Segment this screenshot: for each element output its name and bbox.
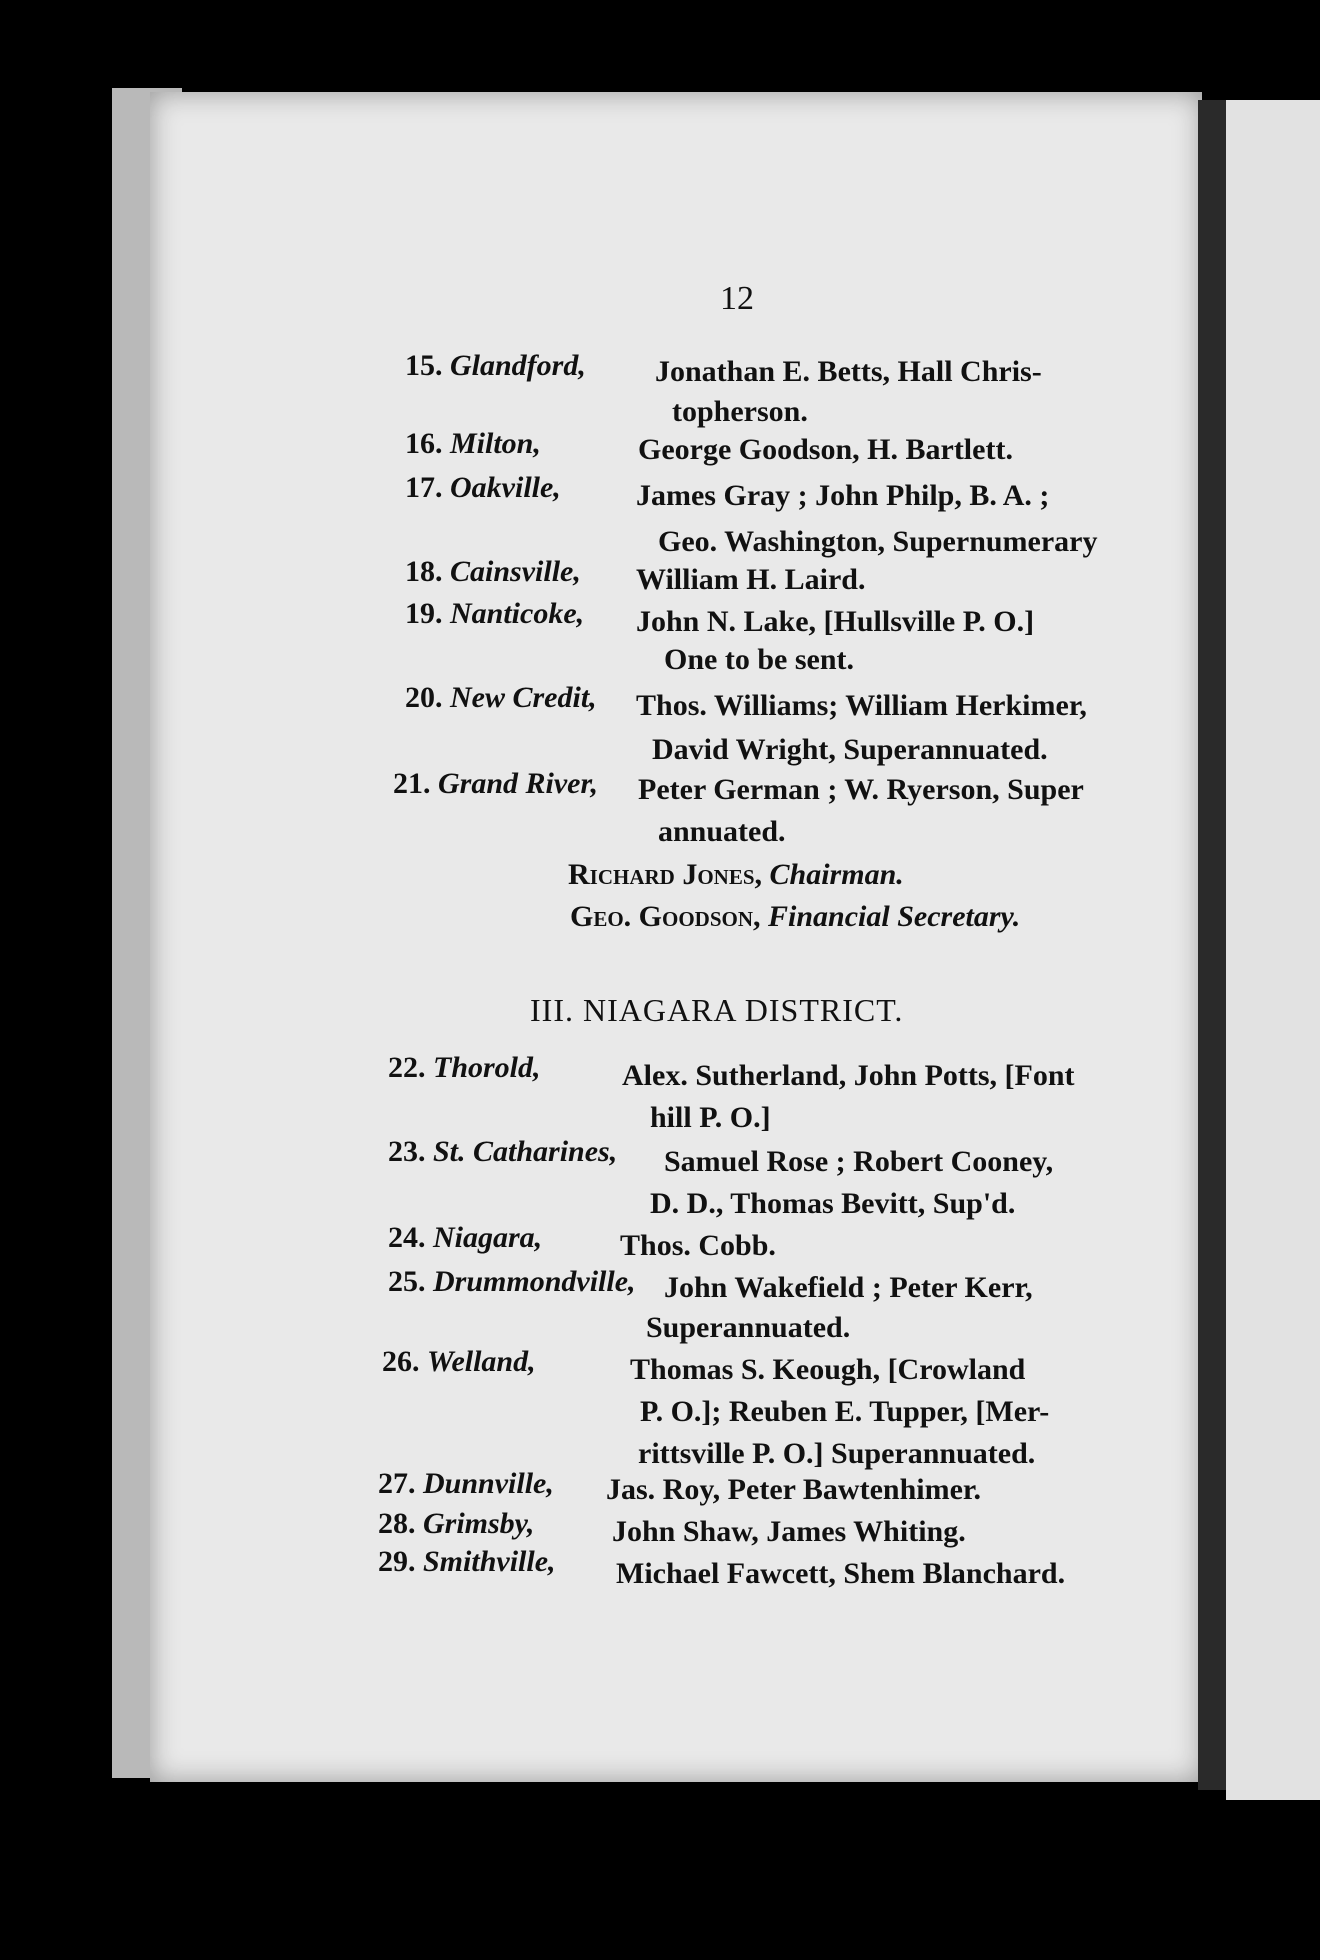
entry-place: Grand River, xyxy=(438,767,599,800)
entry-preachers: Peter German ; W. Ryerson, Super xyxy=(638,773,1084,806)
list-item xyxy=(405,678,597,718)
entry-preachers: Jonathan E. Betts, Hall Chris- xyxy=(655,355,1042,388)
adjacent-page-edge xyxy=(1226,100,1320,1800)
entry-place: St. Catharines, xyxy=(433,1135,618,1168)
entry-preachers: John Wakefield ; Peter Kerr, xyxy=(664,1271,1033,1304)
list-item xyxy=(405,594,584,634)
entry-preachers: Jas. Roy, Peter Bawtenhimer. xyxy=(606,1473,981,1506)
list-item xyxy=(405,468,561,508)
list-item xyxy=(388,1262,636,1302)
entry-preachers: David Wright, Superannuated. xyxy=(652,733,1048,766)
entry-place: Nanticoke, xyxy=(450,597,585,630)
entry-preachers: Samuel Rose ; Robert Cooney, xyxy=(664,1145,1054,1178)
entry-place: Smithville, xyxy=(423,1545,556,1578)
entry-place: New Credit, xyxy=(450,681,597,714)
entry-preachers: hill P. O.] xyxy=(650,1101,771,1134)
entry-preachers: Thos. Cobb. xyxy=(620,1229,776,1262)
entry-preachers: annuated. xyxy=(658,815,786,848)
entry-preachers: Michael Fawcett, Shem Blanchard. xyxy=(616,1557,1066,1590)
list-item xyxy=(393,764,598,804)
signatory-name: Geo. Goodson, xyxy=(570,900,761,933)
entry-preachers: One to be sent. xyxy=(664,643,854,676)
list-item xyxy=(382,1342,536,1382)
section-heading: III. NIAGARA DISTRICT. xyxy=(530,992,904,1028)
entry-preachers: John Shaw, James Whiting. xyxy=(612,1515,966,1548)
entry-number: 27. xyxy=(378,1467,416,1500)
list-item xyxy=(378,1464,554,1504)
entry-preachers: Geo. Washington, Supernumerary xyxy=(658,525,1098,558)
entry-number: 22. xyxy=(388,1051,426,1084)
entry-place: Oakville, xyxy=(450,471,561,504)
entry-place: Grimsby, xyxy=(423,1507,535,1540)
signatory-role: Financial Secretary. xyxy=(768,900,1021,933)
entry-place: Thorold, xyxy=(433,1051,541,1084)
signature-chairman xyxy=(568,858,904,892)
entry-place: Welland, xyxy=(427,1345,536,1378)
list-item xyxy=(388,1048,541,1088)
entry-number: 15. xyxy=(405,349,443,382)
entry-place: Cainsville, xyxy=(450,555,581,588)
entry-number: 24. xyxy=(388,1221,426,1254)
entry-preachers: D. D., Thomas Bevitt, Sup'd. xyxy=(650,1187,1016,1220)
entry-preachers: William H. Laird. xyxy=(636,563,866,596)
signature-financial-secretary xyxy=(570,900,1020,934)
list-item xyxy=(388,1132,617,1172)
list-item xyxy=(388,1218,542,1258)
entry-number: 18. xyxy=(405,555,443,588)
entry-number: 16. xyxy=(405,427,443,460)
list-item xyxy=(378,1542,556,1582)
entry-number: 25. xyxy=(388,1265,426,1298)
entry-number: 19. xyxy=(405,597,443,630)
entry-preachers: topherson. xyxy=(672,395,808,428)
entry-preachers: Superannuated. xyxy=(646,1311,851,1344)
entry-place: Drummondville, xyxy=(433,1265,636,1298)
list-item xyxy=(405,552,581,592)
entry-preachers: George Goodson, H. Bartlett. xyxy=(638,433,1013,466)
entry-preachers: Thomas S. Keough, [Crowland xyxy=(630,1353,1026,1386)
entry-preachers: P. O.]; Reuben E. Tupper, [Mer- xyxy=(640,1395,1050,1428)
entry-number: 17. xyxy=(405,471,443,504)
entry-number: 23. xyxy=(388,1135,426,1168)
entry-place: Glandford, xyxy=(450,349,586,382)
entry-number: 29. xyxy=(378,1545,416,1578)
entry-number: 20. xyxy=(405,681,443,714)
entry-place: Milton, xyxy=(450,427,541,460)
entry-number: 21. xyxy=(393,767,431,800)
page-number: 12 xyxy=(720,280,754,317)
entry-preachers: Alex. Sutherland, John Potts, [Font xyxy=(622,1059,1075,1092)
list-item xyxy=(405,346,586,386)
entry-preachers: Thos. Williams; William Herkimer, xyxy=(636,689,1087,722)
signatory-role: Chairman. xyxy=(769,858,904,891)
entry-number: 28. xyxy=(378,1507,416,1540)
signatory-name: Richard Jones, xyxy=(568,858,763,891)
entry-number: 26. xyxy=(382,1345,420,1378)
entry-place: Dunnville, xyxy=(423,1467,554,1500)
list-item xyxy=(378,1504,534,1544)
list-item xyxy=(405,424,541,464)
entry-preachers: John N. Lake, [Hullsville P. O.] xyxy=(636,605,1035,638)
entry-preachers: rittsville P. O.] Superannuated. xyxy=(638,1437,1036,1470)
entry-place: Niagara, xyxy=(433,1221,543,1254)
entry-preachers: James Gray ; John Philp, B. A. ; xyxy=(636,479,1050,512)
book-gutter xyxy=(1198,100,1226,1790)
